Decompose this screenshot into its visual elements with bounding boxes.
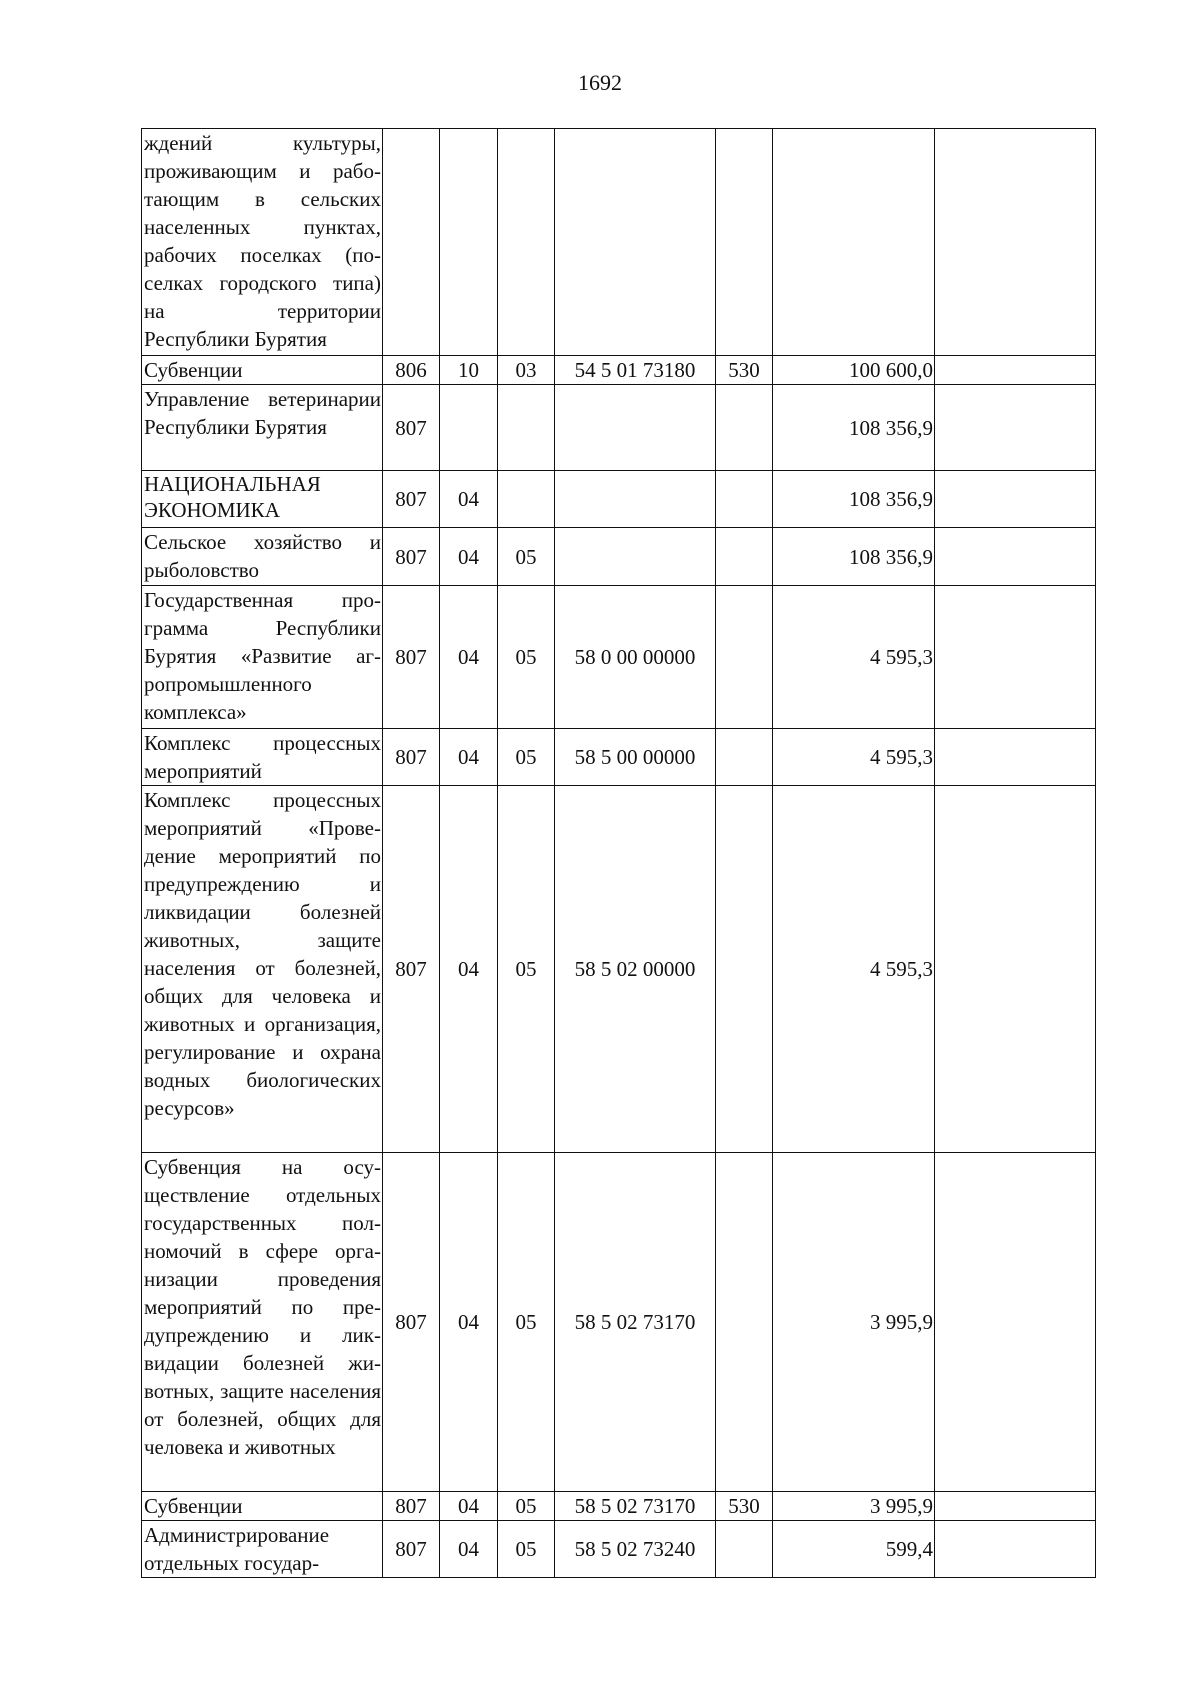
row-subsection [498,129,555,356]
row-name: Сельское хозяйство и рыболовство [142,528,383,586]
row-amount: 4 595,3 [773,586,935,729]
row-extra [935,471,1096,528]
row-amount [773,129,935,356]
row-section: 04 [440,1521,498,1578]
table-row [142,1492,1096,1521]
page-number: 1692 [578,70,622,95]
row-subsection: 05 [498,1521,555,1578]
row-target-article: 58 5 02 73170 [555,1492,716,1521]
row-section [440,385,498,471]
row-section: 04 [440,471,498,528]
row-expense-type: 530 [716,1492,773,1521]
row-grbs: 807 [383,528,440,586]
row-amount: 100 600,0 [773,356,935,385]
row-extra [935,385,1096,471]
table-row [142,586,1096,729]
row-expense-type [716,1521,773,1578]
row-amount: 3 995,9 [773,1153,935,1492]
row-amount: 4 595,3 [773,786,935,1153]
row-extra [935,528,1096,586]
row-expense-type [716,786,773,1153]
row-extra [935,356,1096,385]
row-extra [935,586,1096,729]
row-target-article: 58 5 02 73240 [555,1521,716,1578]
row-grbs: 807 [383,586,440,729]
row-target-article: 58 5 02 73170 [555,1153,716,1492]
row-expense-type [716,1153,773,1492]
row-name: Субвенция на осуществление отдельных государственных полномочий в сфере организации проведения мероприятий по предупреждению и ликвидации болезней животных, защите населения от болезней, общих для человека и животных [142,1153,383,1492]
row-name: Комплекс процессных мероприятий «Проведение мероприятий по предупреждению и ликвидации болезней животных, защите населения от болезней, общих для человека и животных и организация, регулирование и охрана водных биологических ресурсов» [142,786,383,1153]
row-name: НАЦИОНАЛЬНАЯ ЭКОНОМИКА [142,471,383,528]
row-target-article [555,385,716,471]
row-section: 04 [440,786,498,1153]
row-expense-type [716,385,773,471]
table-row [142,1521,1096,1578]
row-extra [935,1492,1096,1521]
row-expense-type: 530 [716,356,773,385]
row-grbs [383,129,440,356]
row-target-article: 58 5 00 00000 [555,729,716,786]
row-amount: 4 595,3 [773,729,935,786]
row-extra [935,786,1096,1153]
row-section: 04 [440,1153,498,1492]
budget-table [141,128,1096,1578]
row-subsection: 05 [498,528,555,586]
row-expense-type [716,129,773,356]
row-target-article: 58 5 02 00000 [555,786,716,1153]
row-name: Управление ветеринарии Республики Бурятия [142,385,383,471]
row-section: 04 [440,729,498,786]
row-subsection: 03 [498,356,555,385]
row-extra [935,1153,1096,1492]
row-target-article [555,528,716,586]
row-expense-type [716,729,773,786]
row-extra [935,729,1096,786]
row-expense-type [716,586,773,729]
row-target-article: 58 0 00 00000 [555,586,716,729]
row-subsection: 05 [498,729,555,786]
row-name: Комплекс процессных мероприятий [142,729,383,786]
row-section [440,129,498,356]
row-target-article [555,129,716,356]
row-grbs: 807 [383,385,440,471]
row-extra [935,129,1096,356]
row-name: Администрирование отдельных государ- [142,1521,383,1578]
row-amount: 599,4 [773,1521,935,1578]
row-expense-type [716,528,773,586]
row-extra [935,1521,1096,1578]
row-name: Субвенции [142,1492,383,1521]
table-row [142,528,1096,586]
row-amount: 108 356,9 [773,528,935,586]
row-name: Государственная программа Республики Бурятия «Развитие агропромышленного комплекса» [142,586,383,729]
row-target-article: 54 5 01 73180 [555,356,716,385]
row-subsection [498,385,555,471]
row-subsection: 05 [498,586,555,729]
row-grbs: 806 [383,356,440,385]
row-grbs: 807 [383,471,440,528]
table-row [142,471,1096,528]
row-section: 04 [440,1492,498,1521]
row-section: 04 [440,586,498,729]
row-expense-type [716,471,773,528]
row-amount: 3 995,9 [773,1492,935,1521]
row-grbs: 807 [383,1492,440,1521]
row-target-article [555,471,716,528]
row-subsection: 05 [498,1153,555,1492]
row-grbs: 807 [383,729,440,786]
row-grbs: 807 [383,786,440,1153]
row-section: 04 [440,528,498,586]
table-row [142,129,1096,356]
table-row [142,786,1096,1153]
row-name: Субвенции [142,356,383,385]
row-amount: 108 356,9 [773,471,935,528]
row-grbs: 807 [383,1521,440,1578]
table-row [142,356,1096,385]
row-subsection: 05 [498,786,555,1153]
row-grbs: 807 [383,1153,440,1492]
table-row [142,385,1096,471]
row-name: ждений культуры, проживающим и работающим в сельских населенных пунктах, рабочих поселках (поселках городского типа) на территории Республики Бурятия [142,129,383,356]
row-amount: 108 356,9 [773,385,935,471]
row-subsection: 05 [498,1492,555,1521]
table-row [142,729,1096,786]
row-subsection [498,471,555,528]
row-section: 10 [440,356,498,385]
table-row [142,1153,1096,1492]
